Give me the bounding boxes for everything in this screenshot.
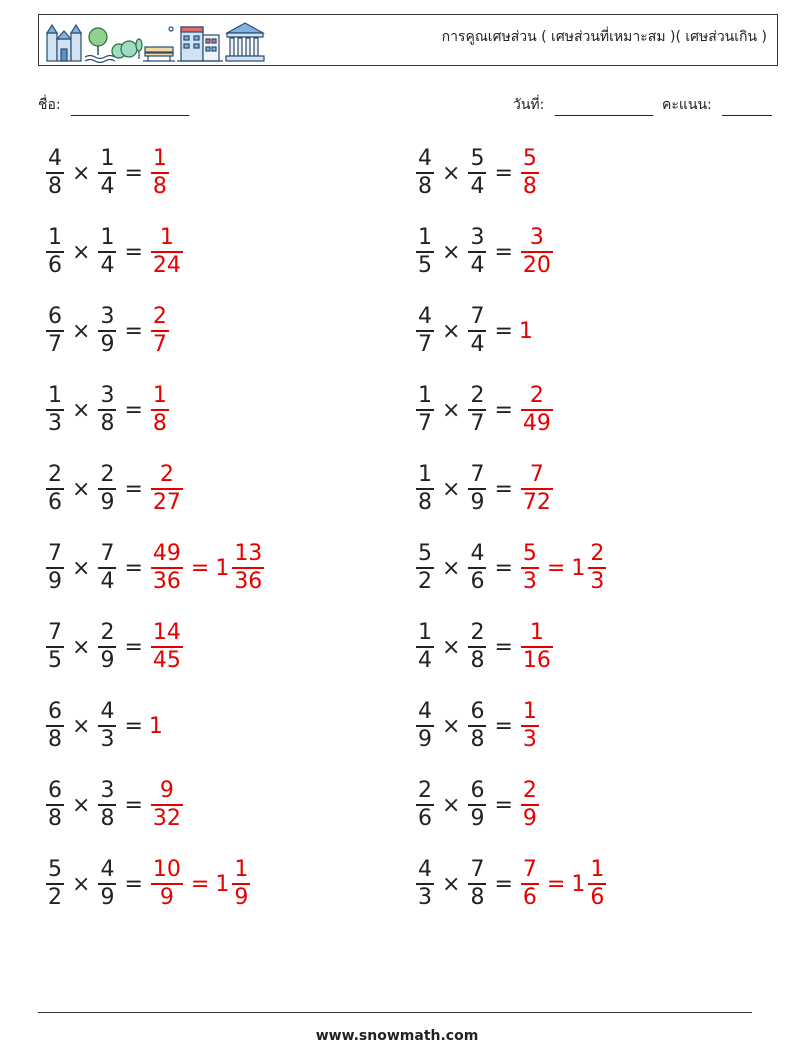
denominator: 7 [418,331,432,357]
denominator: 16 [522,647,551,673]
denominator: 4 [418,647,432,673]
tree-icon [85,28,115,63]
answer [149,383,171,437]
first-fraction [416,146,434,200]
second-fraction [98,462,116,516]
answer-fraction [521,620,553,674]
times-sign: × [72,792,91,818]
denominator: 5 [418,252,432,278]
answer [519,620,555,674]
numerator: 1 [159,225,174,251]
problem-row [414,616,555,678]
answer [519,319,534,344]
times-sign: × [442,792,461,818]
first-fraction [416,462,434,516]
footer-divider [38,1012,752,1013]
answer [519,383,555,437]
denominator: 8 [418,489,432,515]
denominator: 9 [418,726,432,752]
first-fraction [416,778,434,832]
denominator: 7 [470,410,485,436]
denominator: 24 [152,252,181,278]
numerator: 14 [152,620,181,646]
times-sign: × [442,713,461,739]
bush-icon [112,39,142,59]
numerator: 2 [522,778,537,804]
problem-row [44,695,164,757]
mixed-fraction [232,857,250,911]
footer-site: www.snowmath.com [315,1028,479,1044]
numerator: 1 [418,383,432,409]
second-fraction [468,304,486,358]
denominator: 9 [100,647,115,673]
equals-sign: = [494,713,513,739]
city-buildings-logo [43,19,267,63]
answer-fraction [521,146,539,200]
first-fraction [416,304,434,358]
first-fraction [416,620,434,674]
numerator: 1 [418,462,432,488]
answer-whole: 1 [148,713,163,739]
answer-fraction [151,462,183,516]
numerator: 1 [418,225,432,251]
answer-fraction [151,857,183,911]
numerator: 6 [48,778,62,804]
denominator: 36 [152,568,181,594]
denominator: 6 [418,805,432,831]
numerator: 6 [470,699,485,725]
problem-row [44,537,266,599]
denominator: 9 [470,805,485,831]
denominator: 8 [470,726,485,752]
answer-fraction [151,383,169,437]
answer [149,620,185,674]
answer [519,225,555,279]
answer [149,304,171,358]
numerator: 1 [418,620,432,646]
problem-row [414,142,541,204]
buildings-icon [177,27,223,61]
problem-row [414,774,541,836]
first-fraction [46,699,64,753]
denominator: 6 [48,489,62,515]
equals-sign: = [494,555,513,581]
equals-sign: = [494,634,513,660]
score-label: คะแนน: [662,97,712,113]
problem-row [414,695,541,757]
numerator: 5 [470,146,485,172]
numerator: 3 [100,383,115,409]
second-fraction [468,462,486,516]
equals-sign: = [546,871,566,897]
denominator: 8 [48,805,62,831]
times-sign: × [442,871,461,897]
times-sign: × [72,160,91,186]
second-fraction [468,383,486,437]
numerator: 4 [100,857,115,883]
first-fraction [46,462,64,516]
denominator: 7 [418,410,432,436]
numerator: 13 [234,541,263,567]
denominator: 9 [100,884,115,910]
problem-row [44,142,171,204]
equals-sign: = [546,555,566,581]
numerator: 1 [522,699,537,725]
equals-sign: = [124,160,143,186]
bank-icon [226,23,264,61]
answer-fraction [521,383,553,437]
second-fraction [468,778,486,832]
second-fraction [468,857,486,911]
numerator: 2 [529,383,544,409]
numerator: 7 [100,541,115,567]
denominator: 2 [48,884,62,910]
answer [149,857,252,911]
denominator: 72 [522,489,551,515]
first-fraction [416,383,434,437]
answer-fraction [151,146,169,200]
denominator: 9 [470,489,485,515]
first-fraction [46,857,64,911]
numerator: 1 [152,383,167,409]
mixed-whole: 1 [571,555,586,581]
first-fraction [416,857,434,911]
answer [519,778,541,832]
equals-sign: = [124,397,143,423]
problem-row [414,537,608,599]
denominator: 8 [470,884,485,910]
numerator: 1 [234,857,249,883]
numerator: 1 [48,383,62,409]
denominator: 3 [590,568,605,594]
denominator: 4 [100,173,115,199]
denominator: 6 [470,568,485,594]
numerator: 7 [470,857,485,883]
times-sign: × [442,239,461,265]
numerator: 2 [152,304,167,330]
second-fraction [98,225,116,279]
denominator: 32 [152,805,181,831]
numerator: 7 [48,620,62,646]
equals-sign: = [124,871,143,897]
numerator: 5 [522,541,537,567]
denominator: 7 [152,331,167,357]
equals-sign: = [124,634,143,660]
problem-row [414,853,608,915]
date-field [513,94,653,116]
equals-sign: = [494,397,513,423]
numerator: 7 [529,462,544,488]
numerator: 7 [522,857,537,883]
denominator: 2 [418,568,432,594]
problem-row [44,774,185,836]
date-blank[interactable] [555,101,653,116]
times-sign: × [72,318,91,344]
times-sign: × [72,713,91,739]
numerator: 4 [470,541,485,567]
first-fraction [46,778,64,832]
second-fraction [98,541,116,595]
numerator: 4 [418,857,432,883]
times-sign: × [442,397,461,423]
answer [149,462,185,516]
first-fraction [46,383,64,437]
numerator: 1 [100,225,115,251]
times-sign: × [442,160,461,186]
numerator: 10 [152,857,181,883]
denominator: 45 [152,647,181,673]
numerator: 1 [152,146,167,172]
denominator: 8 [470,647,485,673]
equals-sign: = [494,239,513,265]
numerator: 3 [100,778,115,804]
answer-fraction [151,620,183,674]
numerator: 5 [522,146,537,172]
numerator: 1 [100,146,115,172]
first-fraction [46,620,64,674]
numerator: 7 [470,304,485,330]
answer-whole: 1 [518,318,533,344]
denominator: 8 [100,805,115,831]
answer-fraction [521,462,553,516]
bench-icon [143,27,175,61]
problem-row [414,458,555,520]
denominator: 6 [522,884,537,910]
answer [519,146,541,200]
numerator: 4 [48,146,62,172]
numerator: 5 [48,857,62,883]
mixed-whole: 1 [571,871,586,897]
numerator: 4 [100,699,115,725]
numerator: 2 [100,462,115,488]
denominator: 9 [100,489,115,515]
denominator: 3 [48,410,62,436]
second-fraction [468,225,486,279]
answer-fraction [521,857,539,911]
numerator: 5 [418,541,432,567]
second-fraction [98,857,116,911]
denominator: 9 [234,884,249,910]
numerator: 1 [48,225,62,251]
first-fraction [46,304,64,358]
score-blank[interactable] [722,101,772,116]
problem-row [44,300,171,362]
problem-row [44,616,185,678]
second-fraction [98,383,116,437]
numerator: 2 [470,383,485,409]
times-sign: × [442,555,461,581]
numerator: 6 [48,304,62,330]
denominator: 8 [152,173,167,199]
denominator: 9 [159,884,174,910]
equals-sign: = [190,555,210,581]
name-blank[interactable] [71,101,189,116]
answer [519,541,608,595]
numerator: 4 [418,146,432,172]
equals-sign: = [124,792,143,818]
worksheet-header [38,14,778,66]
score-field [662,94,772,116]
problem-row [414,221,555,283]
denominator: 5 [48,647,62,673]
denominator: 49 [522,410,551,436]
denominator: 8 [152,410,167,436]
first-fraction [46,541,64,595]
second-fraction [98,778,116,832]
equals-sign: = [124,713,143,739]
mixed-fraction [588,541,606,595]
second-fraction [98,304,116,358]
equals-sign: = [190,871,210,897]
denominator: 20 [522,252,551,278]
answer-fraction [521,541,539,595]
denominator: 4 [100,568,115,594]
denominator: 4 [470,173,485,199]
date-label: วันที่: [513,97,545,113]
numerator: 3 [100,304,115,330]
problem-row [44,379,171,441]
numerator: 2 [590,541,605,567]
times-sign: × [72,239,91,265]
problem-row [414,379,555,441]
problem-row [44,221,185,283]
mixed-fraction [232,541,264,595]
answer [149,146,171,200]
equals-sign: = [494,318,513,344]
times-sign: × [442,318,461,344]
equals-sign: = [124,555,143,581]
answer-fraction [521,778,539,832]
mixed-whole: 1 [215,871,230,897]
answer-fraction [151,541,183,595]
second-fraction [468,620,486,674]
answer-fraction [521,699,539,753]
numerator: 2 [48,462,62,488]
first-fraction [416,699,434,753]
answer [149,541,266,595]
answer [519,462,555,516]
answer [149,778,185,832]
times-sign: × [72,871,91,897]
answer [519,857,608,911]
numerator: 2 [159,462,174,488]
problem-row [44,853,252,915]
denominator: 9 [48,568,62,594]
equals-sign: = [494,792,513,818]
times-sign: × [72,634,91,660]
second-fraction [98,699,116,753]
answer-fraction [521,225,553,279]
times-sign: × [72,555,91,581]
first-fraction [416,225,434,279]
numerator: 1 [529,620,544,646]
first-fraction [416,541,434,595]
denominator: 3 [522,568,537,594]
answer-fraction [151,304,169,358]
answer [149,714,164,739]
denominator: 3 [418,884,432,910]
numerator: 4 [418,304,432,330]
problem-row [414,300,534,362]
denominator: 8 [418,173,432,199]
numerator: 6 [470,778,485,804]
denominator: 8 [522,173,537,199]
numerator: 7 [48,541,62,567]
numerator: 2 [470,620,485,646]
denominator: 8 [48,173,62,199]
numerator: 7 [470,462,485,488]
numerator: 3 [470,225,485,251]
denominator: 9 [100,331,115,357]
times-sign: × [442,476,461,502]
second-fraction [468,146,486,200]
denominator: 6 [48,252,62,278]
first-fraction [46,225,64,279]
numerator: 6 [48,699,62,725]
second-fraction [468,541,486,595]
denominator: 6 [590,884,605,910]
denominator: 9 [522,805,537,831]
denominator: 4 [100,252,115,278]
equals-sign: = [124,318,143,344]
numerator: 4 [418,699,432,725]
equals-sign: = [124,476,143,502]
numerator: 9 [159,778,174,804]
mixed-whole: 1 [215,555,230,581]
numerator: 1 [590,857,605,883]
denominator: 8 [48,726,62,752]
worksheet-title: การคูณเศษส่วน ( เศษส่วนที่เหมาะสม )( เศษส่วนเกิน ) [441,29,767,45]
equals-sign: = [124,239,143,265]
answer-fraction [151,225,183,279]
times-sign: × [72,397,91,423]
first-fraction [46,146,64,200]
denominator: 3 [100,726,115,752]
name-label: ชื่อ: [38,97,61,113]
church-icon [47,25,81,61]
answer-fraction [151,778,183,832]
answer [519,699,541,753]
denominator: 7 [48,331,62,357]
numerator: 49 [152,541,181,567]
numerator: 2 [418,778,432,804]
denominator: 3 [522,726,537,752]
denominator: 4 [470,331,485,357]
mixed-fraction [588,857,606,911]
second-fraction [98,620,116,674]
numerator: 3 [529,225,544,251]
equals-sign: = [494,476,513,502]
equals-sign: = [494,871,513,897]
denominator: 8 [100,410,115,436]
denominator: 36 [234,568,263,594]
times-sign: × [72,476,91,502]
denominator: 4 [470,252,485,278]
numerator: 2 [100,620,115,646]
second-fraction [98,146,116,200]
problem-row [44,458,185,520]
denominator: 27 [152,489,181,515]
equals-sign: = [494,160,513,186]
second-fraction [468,699,486,753]
name-field [38,94,189,116]
times-sign: × [442,634,461,660]
answer [149,225,185,279]
